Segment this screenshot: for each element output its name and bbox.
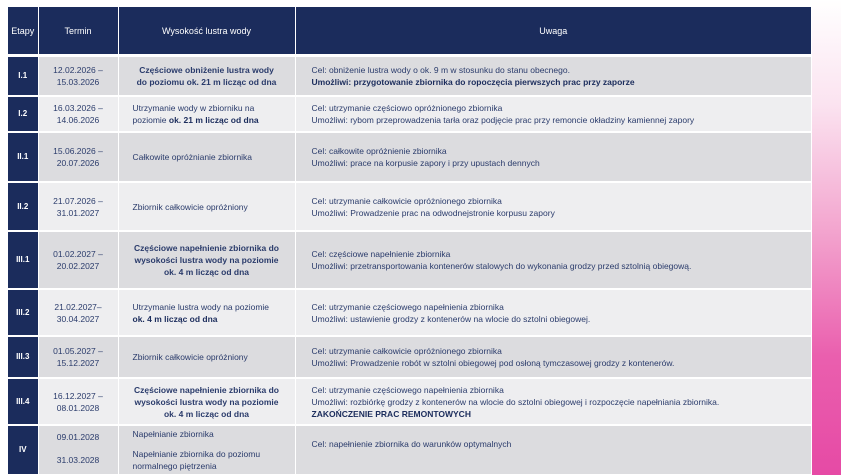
note-cell: Cel: napełnienie zbiornika do warunków optymalnych: [295, 425, 811, 475]
water-level-cell: Częściowe napełnienie zbiornika do wysokości lustra wody na poziomie ok. 4 m licząc od dna: [118, 231, 295, 289]
date-cell: 09.01.2028 31.03.2028: [38, 425, 118, 475]
note-cell: Cel: całkowite opróżnienie zbiornika Umożliwi: prace na korpusie zapory i przy upustach dennych: [295, 132, 811, 182]
water-level-cell: Utrzymanie wody w zbiorniku na poziomie ok. 21 m licząc od dna: [118, 96, 295, 132]
note-cell: Cel: utrzymanie całkowicie opróżnionego zbiornika Umożliwi: Prowadzenie prac na odwodnejstronie korpusu zapory: [295, 182, 811, 231]
table-row: [8, 425, 811, 475]
stage-cell: IV: [8, 425, 38, 475]
header-uwaga: Uwaga: [295, 7, 811, 54]
stage-cell: III.2: [8, 289, 38, 336]
stage-cell: III.1: [8, 231, 38, 289]
date-cell: 21.02.2027– 30.04.2027: [38, 289, 118, 336]
water-level-cell: Napełnianie zbiornika Napełnianie zbiornika do poziomu normalnego piętrzenia: [118, 425, 295, 475]
table-row: [8, 57, 811, 96]
stage-cell: I.2: [8, 96, 38, 132]
header-wysokosc: Wysokość lustra wody: [118, 7, 295, 54]
date-cell: 16.03.2026 – 14.06.2026: [38, 96, 118, 132]
note-cell: Cel: utrzymanie całkowicie opróżnionego zbiornika Umożliwi: Prowadzenie robót w sztolni obiegowej pod osłoną tymczasowej grodzy z kontenerów.: [295, 336, 811, 378]
note-cell: Cel: obniżenie lustra wody o ok. 9 m w stosunku do stanu obecnego. Umożliwi: przygotowanie zbiornika do ropoczęcia pierwszych prac przy zaporze: [295, 57, 811, 96]
table-row: [8, 289, 811, 336]
date-cell: 01.02.2027 – 20.02.2027: [38, 231, 118, 289]
table-row: [8, 182, 811, 231]
schedule-table: [8, 7, 811, 476]
stage-cell: II.2: [8, 182, 38, 231]
date-cell: 21.07.2026 – 31.01.2027: [38, 182, 118, 231]
stage-cell: I.1: [8, 57, 38, 96]
table-row: [8, 231, 811, 289]
date-cell: 01.05.2027 – 15.12.2027: [38, 336, 118, 378]
note-cell: Cel: utrzymanie częściowego napełnienia zbiornika Umożliwi: rozbiórkę grodzy z kontenerów na wlocie do sztolni obiegowej i rozpoczęcie napełniania zbiornika. ZAKOŃCZENIE PRAC REMONTOWYCH: [295, 378, 811, 425]
date-cell: 15.06.2026 – 20.07.2026: [38, 132, 118, 182]
header-etapy: Etapy: [8, 7, 38, 54]
water-level-cell: Częściowe napełnienie zbiornika do wysokości lustra wody na poziomie ok. 4 m licząc od dna: [118, 378, 295, 425]
water-level-cell: Zbiornik całkowicie opróżniony: [118, 336, 295, 378]
water-level-cell: Zbiornik całkowicie opróżniony: [118, 182, 295, 231]
header-row: [8, 7, 811, 54]
stage-cell: III.4: [8, 378, 38, 425]
stage-cell: III.3: [8, 336, 38, 378]
date-cell: 16.12.2027 – 08.01.2028: [38, 378, 118, 425]
table-row: [8, 132, 811, 182]
note-cell: Cel: utrzymanie częściowego napełnienia zbiornika Umożliwi: ustawienie grodzy z kontenerów na wlocie do sztolni obiegowej.: [295, 289, 811, 336]
water-level-cell: Utrzymanie lustra wody na poziomie ok. 4 m licząc od dna: [118, 289, 295, 336]
stage-cell: II.1: [8, 132, 38, 182]
water-level-cell: Częściowe obniżenie lustra wody do poziomu ok. 21 m licząc od dna: [118, 57, 295, 96]
note-cell: Cel: częściowe napełnienie zbiornika Umożliwi: przetransportowania kontenerów stalowych do wykonania grodzy przed sztolnią obiegową.: [295, 231, 811, 289]
water-level-cell: Całkowite opróżnianie zbiornika: [118, 132, 295, 182]
table-row: [8, 336, 811, 378]
header-termin: Termin: [38, 7, 118, 54]
note-cell: Cel: utrzymanie częściowo opróżnionego zbiornika Umożliwi: rybom przeprowadzenia tarła oraz podjęcie prac przy remoncie okładziny kamiennej zapory: [295, 96, 811, 132]
table-row: [8, 96, 811, 132]
date-cell: 12.02.2026 – 15.03.2026: [38, 57, 118, 96]
decorative-gradient-bar: [812, 0, 841, 475]
table-row: [8, 378, 811, 425]
